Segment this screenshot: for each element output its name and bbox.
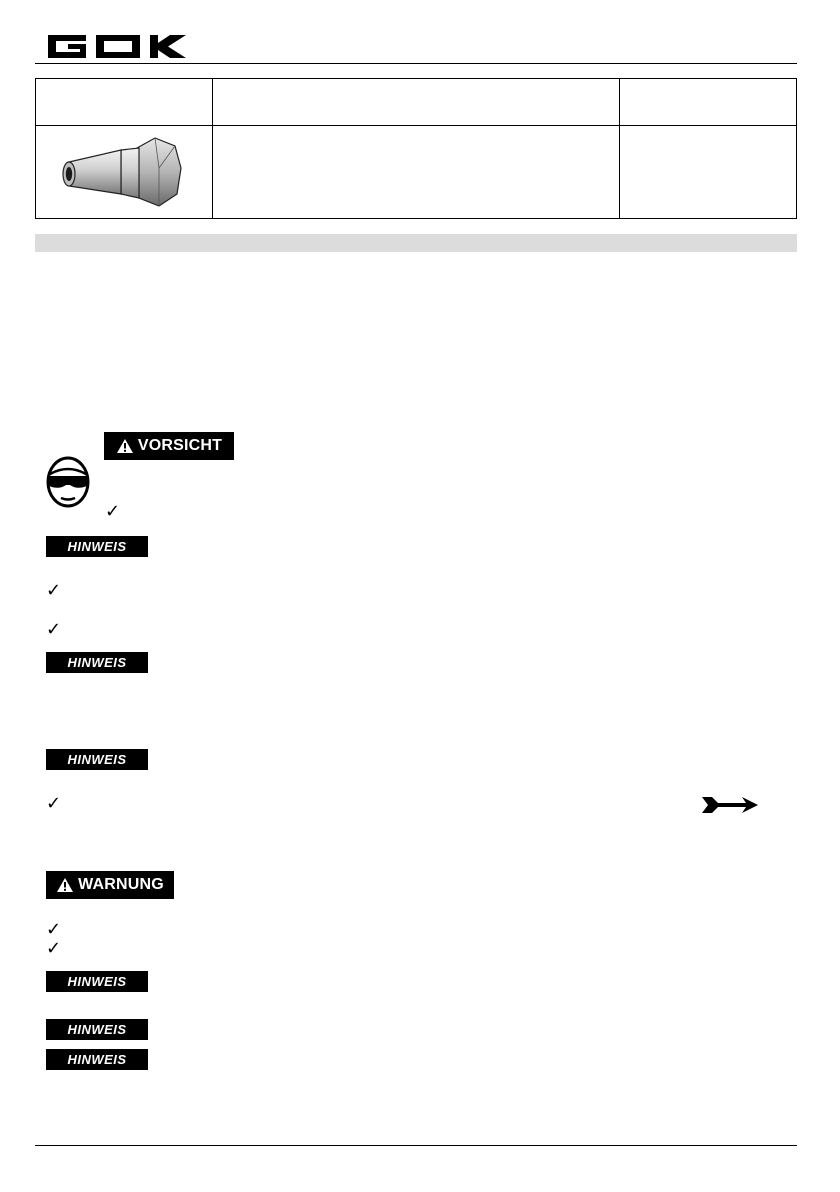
check-mark: ✓ — [46, 938, 62, 959]
header-rule — [35, 63, 797, 64]
check-mark: ✓ — [46, 919, 62, 940]
warning-triangle-icon — [56, 877, 74, 893]
warning-triangle-icon — [116, 438, 134, 454]
gok-logo — [46, 32, 192, 60]
hinweis-label: HINWEIS — [46, 1049, 148, 1070]
check-mark: ✓ — [46, 619, 62, 640]
table-header-cell — [212, 79, 619, 126]
check-mark: ✓ — [105, 501, 121, 522]
hinweis-label: HINWEIS — [46, 536, 148, 557]
vorsicht-label — [104, 432, 234, 460]
table-header-cell — [619, 79, 796, 126]
check-mark: ✓ — [46, 580, 62, 601]
table-number-cell — [619, 126, 796, 219]
table-image-cell — [36, 126, 213, 219]
hinweis-label: HINWEIS — [46, 652, 148, 673]
product-table — [35, 78, 797, 219]
warnung-label — [46, 871, 174, 899]
warnung-label-text: WARNUNG — [78, 876, 164, 893]
pipe-fitting-icon — [51, 128, 197, 216]
table-header-cell — [36, 79, 213, 126]
section-bar — [35, 234, 797, 252]
check-mark: ✓ — [46, 793, 62, 814]
hinweis-label: HINWEIS — [46, 1019, 148, 1040]
safety-goggles-icon — [44, 452, 92, 508]
table-description-cell — [212, 126, 619, 219]
vorsicht-label-text: VORSICHT — [137, 437, 223, 454]
hinweis-label: HINWEIS — [46, 749, 148, 770]
footer-rule — [35, 1145, 797, 1146]
arrow-right-icon — [702, 795, 758, 815]
hinweis-label: HINWEIS — [46, 971, 148, 992]
